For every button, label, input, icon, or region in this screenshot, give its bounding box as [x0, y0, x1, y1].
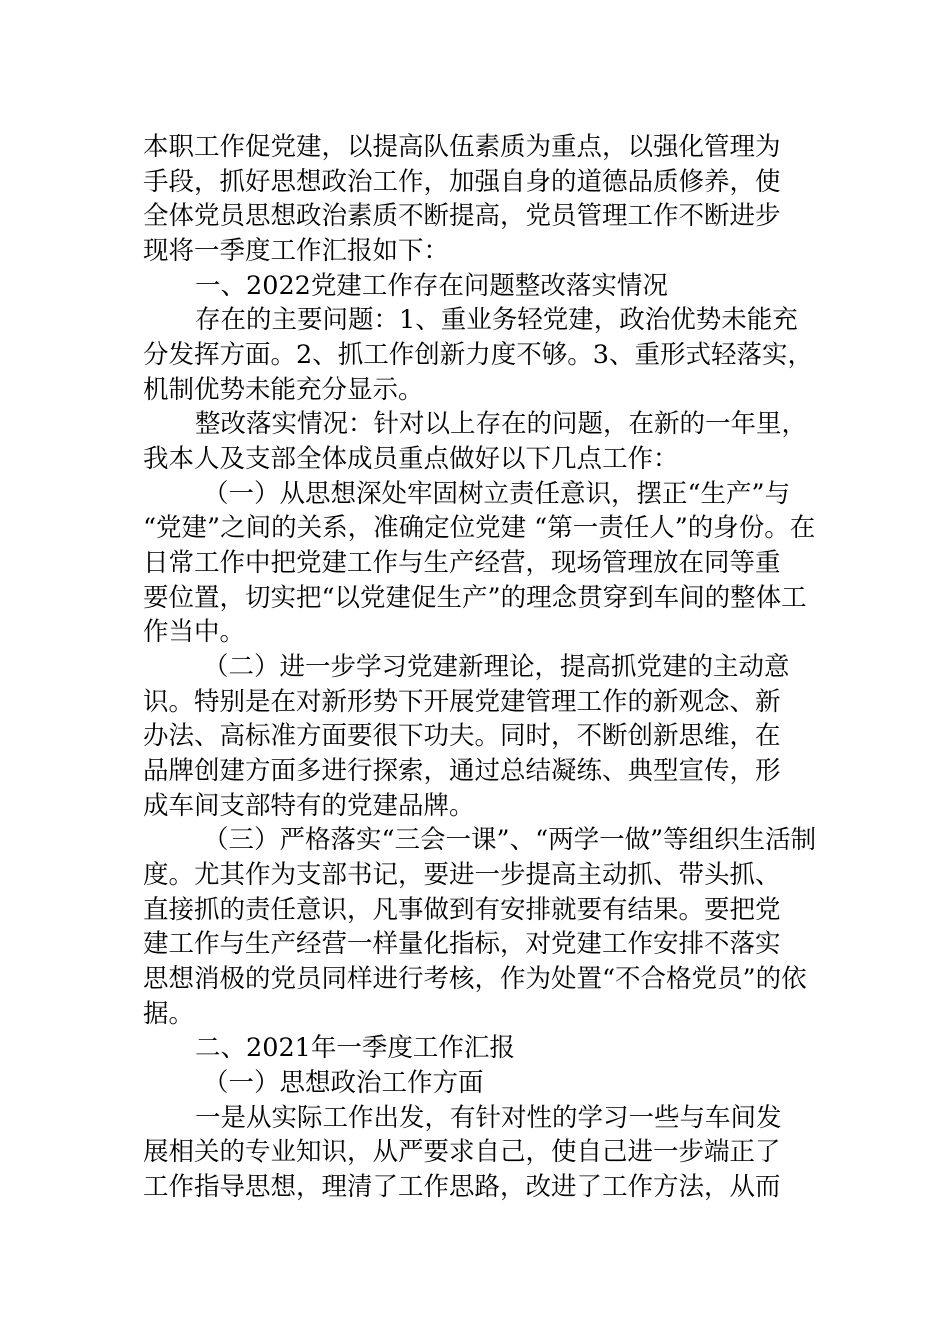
- text-line: 本职工作促党建，以提高队伍素质为重点，以强化管理为: [143, 132, 781, 162]
- text-line: 手段，抓好思想政治工作，加强自身的道德品质修养，使: [143, 167, 781, 197]
- text-line: 建工作与生产经营一样量化指标，对党建工作安排不落实: [143, 929, 781, 959]
- text-line: 整改落实情况：针对以上存在的问题，在新的一年里，: [195, 409, 808, 439]
- text-line: 识。特别是在对新形势下开展党建管理工作的新观念、新: [143, 687, 781, 717]
- text-line: 一是从实际工作出发，有针对性的学习一些与车间发: [195, 1103, 782, 1133]
- text-line: 成车间支部特有的党建品牌。: [143, 791, 475, 821]
- text-line: 工作指导思想，理清了工作思路，改进了工作方法，从而: [143, 1172, 781, 1202]
- section-heading: 二、2021年一季度工作汇报: [195, 1033, 515, 1063]
- text-line: （三）严格落实“三会一课”、“两学一做”等组织生活制: [203, 825, 817, 855]
- text-line: 我本人及支部全体成员重点做好以下几点工作：: [143, 444, 679, 474]
- text-line: （二）进一步学习党建新理论，提高抓党建的主动意: [203, 652, 790, 682]
- text-line: 存在的主要问题：1、重业务轻党建，政治优势未能充: [195, 305, 798, 335]
- text-line: “党建”之间的关系，准确定位党建 “第一责任人”的身份。在: [143, 513, 816, 543]
- text-line: 现将一季度工作汇报如下：: [143, 236, 450, 266]
- text-line: 办法、高标准方面要很下功夫。同时，不断创新思维，在: [143, 721, 781, 751]
- text-line: （一）从思想深处牢固树立责任意识，摆正“生产”与: [203, 479, 791, 509]
- text-line: 要位置，切实把“以党建促生产”的理念贯穿到车间的整体工: [143, 583, 807, 613]
- text-line: 全体党员思想政治素质不断提高，党员管理工作不断进步: [143, 201, 781, 231]
- text-line: 度。尤其作为支部书记，要进一步提高主动抓、带头抓、: [143, 860, 781, 890]
- subsection-heading: （一）思想政治工作方面: [203, 1068, 484, 1098]
- section-heading: 一、2022党建工作存在问题整改落实情况: [195, 271, 668, 301]
- text-line: 日常工作中把党建工作与生产经营，现场管理放在同等重: [143, 548, 781, 578]
- text-line: 机制优势未能充分显示。: [143, 375, 424, 405]
- text-line: 展相关的专业知识，从严要求自己，使自己进一步端正了: [143, 1137, 781, 1167]
- text-line: 品牌创建方面多进行探索，通过总结凝练、典型宣传，形: [143, 756, 781, 786]
- text-line: 思想消极的党员同样进行考核，作为处置“不合格党员”的依: [143, 964, 807, 994]
- text-line: 据。: [143, 999, 195, 1029]
- text-line: 分发挥方面。2、抓工作创新力度不够。3、重形式轻落实，: [143, 340, 813, 370]
- text-line: 作当中。: [143, 617, 246, 647]
- text-line: 直接抓的责任意识，凡事做到有安排就要有结果。要把党: [143, 895, 781, 925]
